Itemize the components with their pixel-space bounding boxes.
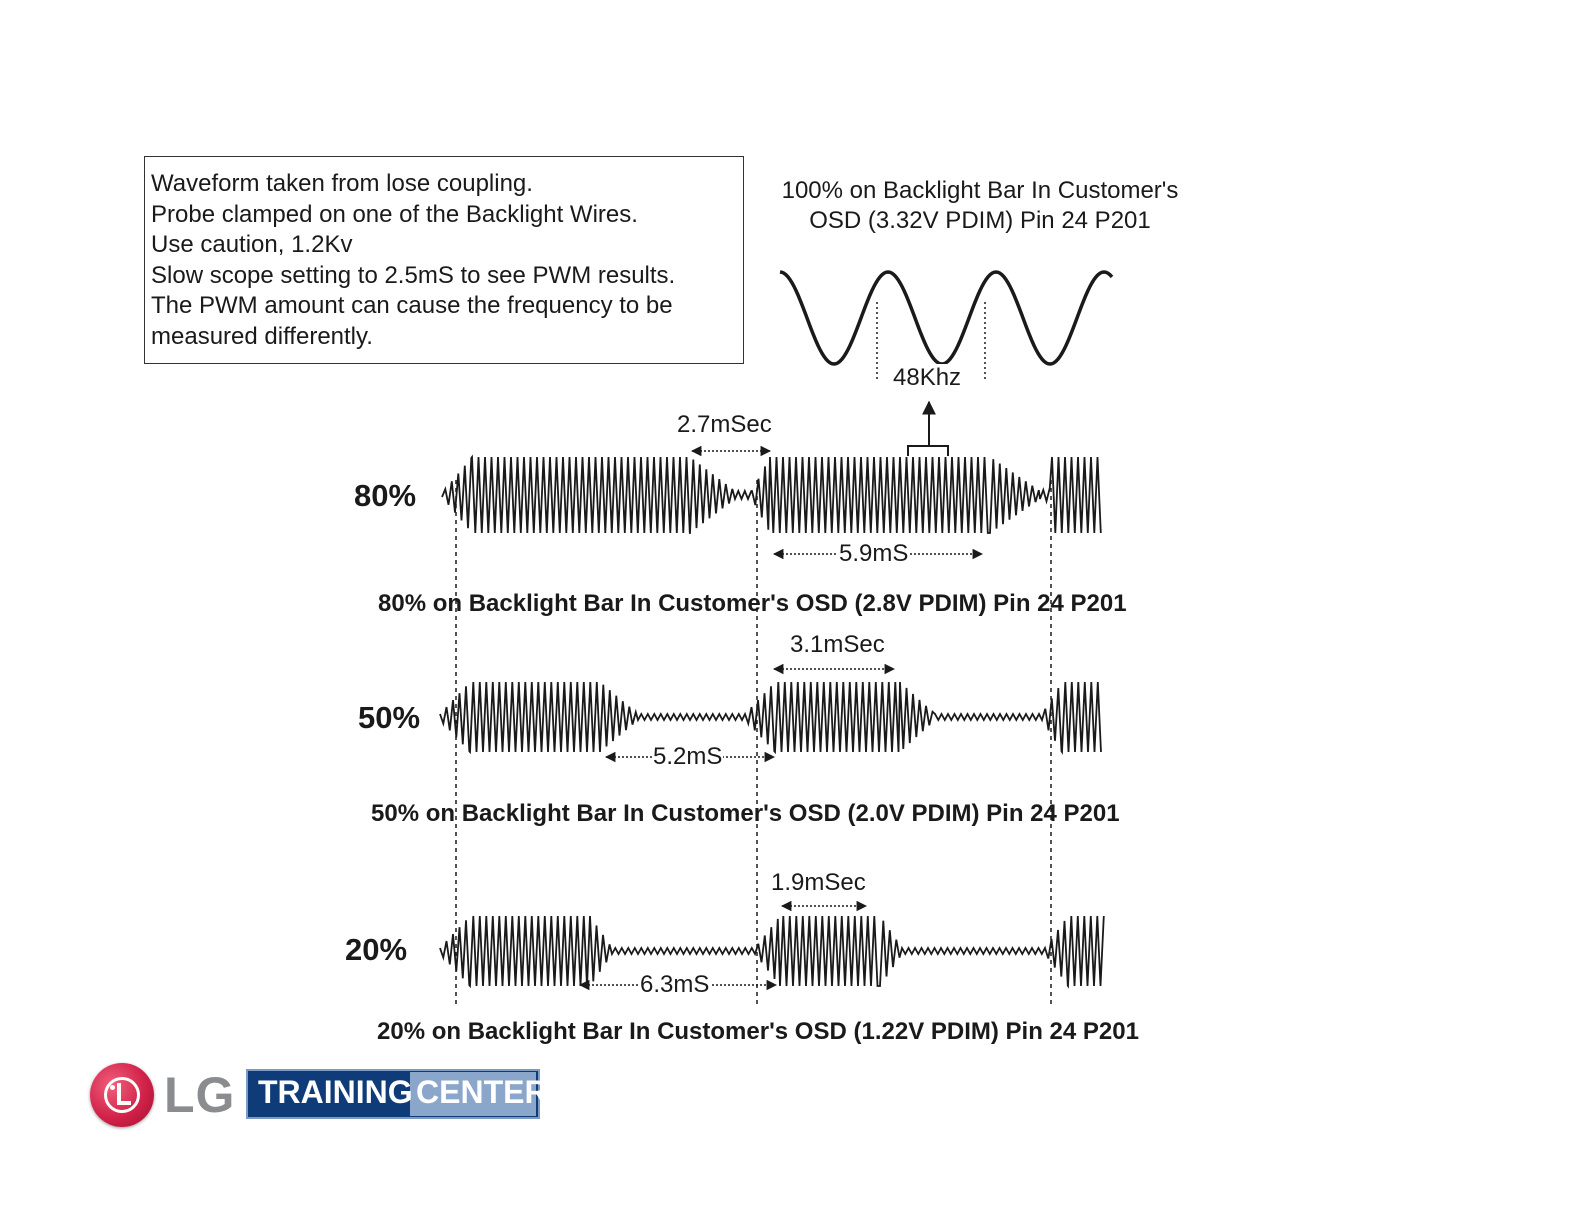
pwm-waveform-50 — [440, 682, 1101, 752]
caption-50: 50% on Backlight Bar In Customer's OSD (2.0V PDIM) Pin 24 P201 — [371, 800, 1120, 827]
note-line: Probe clamped on one of the Backlight Wires. — [151, 200, 638, 228]
full-brightness-caption-line1: 100% on Backlight Bar In Customer's — [781, 177, 1179, 204]
period-label-20: 6.3mS — [640, 971, 710, 998]
full-brightness-caption-line2: OSD (3.32V PDIM) Pin 24 P201 — [809, 207, 1151, 234]
note-line: The PWM amount can cause the frequency to be — [151, 292, 673, 319]
on-time-label-50: 3.1mSec — [790, 631, 885, 658]
lg-wordmark: LG — [164, 1067, 236, 1123]
note-line: Use caution, 1.2Kv — [151, 231, 353, 258]
training-label: TRAINING — [258, 1074, 413, 1110]
pwm-waveform-80 — [442, 457, 1101, 533]
note-line: Waveform taken from lose coupling. — [151, 170, 533, 197]
caption-80: 80% on Backlight Bar In Customer's OSD (2.8V PDIM) Pin 24 P201 — [378, 590, 1127, 617]
note-line: measured differently. — [151, 322, 373, 350]
on-time-label-80: 2.7mSec — [677, 411, 772, 438]
on-time-label-20: 1.9mSec — [771, 869, 866, 896]
pct-label-50: 50% — [358, 700, 421, 735]
pwm-waveform-20 — [440, 916, 1104, 986]
note-line: Slow scope setting to 2.5mS to see PWM results. — [151, 261, 676, 289]
sine-waveform — [780, 272, 1112, 364]
frequency-label: 48Khz — [893, 364, 962, 391]
lg-logo-icon — [90, 1063, 154, 1127]
pct-label-80: 80% — [354, 478, 417, 513]
caption-20: 20% on Backlight Bar In Customer's OSD (1.22V PDIM) Pin 24 P201 — [377, 1018, 1139, 1045]
pct-label-20: 20% — [345, 932, 408, 967]
period-label-50: 5.2mS — [653, 743, 723, 770]
period-label-80: 5.9mS — [839, 540, 909, 567]
zoom-bracket — [908, 446, 948, 456]
center-label: CENTER — [416, 1074, 548, 1110]
